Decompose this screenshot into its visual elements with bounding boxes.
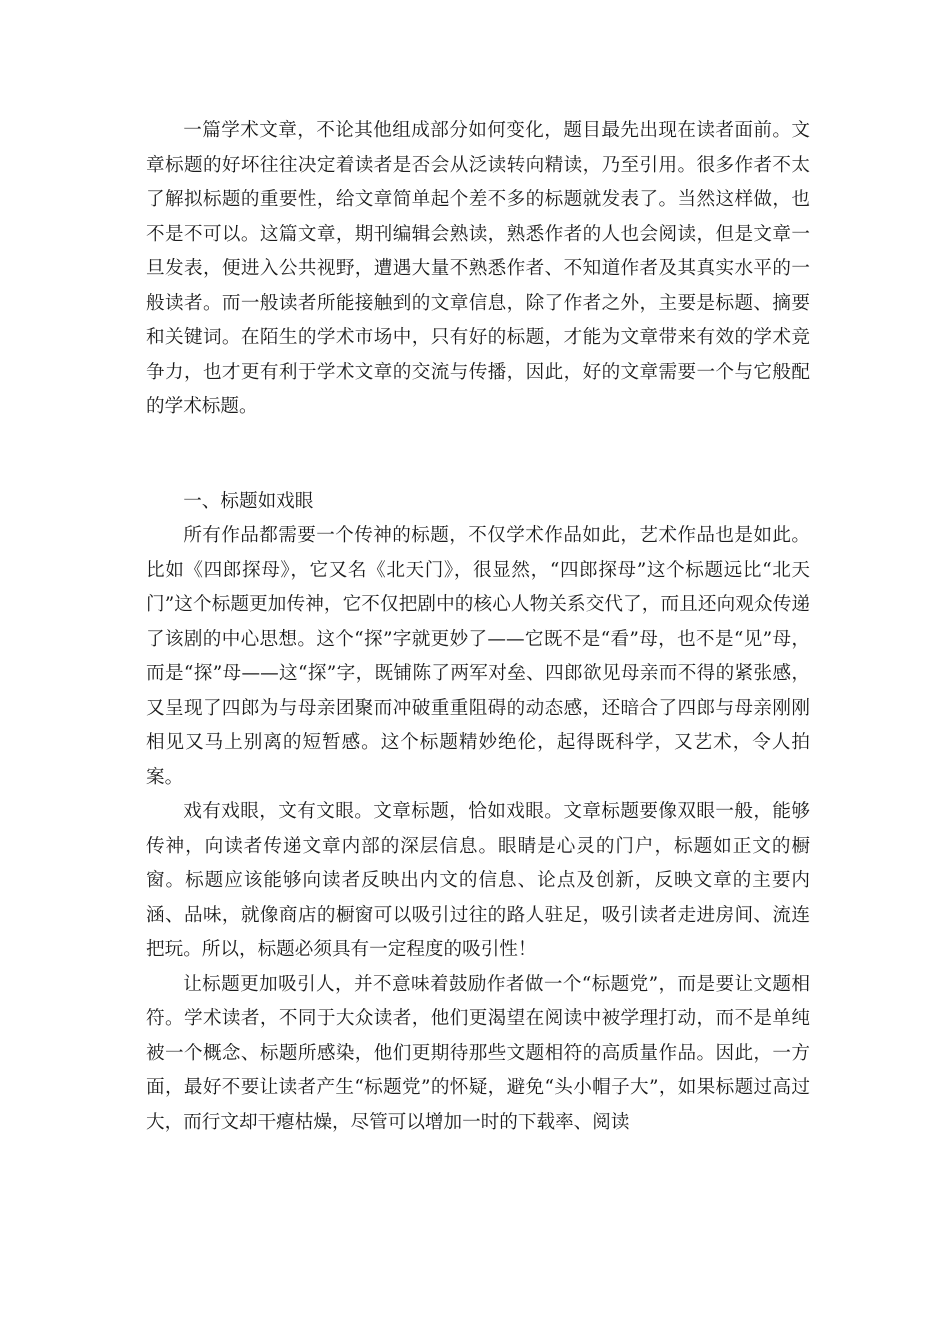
intro-paragraph: 一篇学术文章，不论其他组成部分如何变化，题目最先出现在读者面前。文章标题的好坏往往决定着读者是否会从泛读转向精读，乃至引用。很多作者不太了解拟标题的重要性，给文章简单起个差不多的标题就发表了。当然这样做，也不是不可以。这篇文章，期刊编辑会熟读，熟悉作者的人也会阅读，但是文章一旦发表，便进入公共视野，遭遇大量不熟悉作者、不知道作者及其真实水平的一般读者。而一般读者所能接触到的文章信息，除了作者之外，主要是标题、摘要和关键词。在陌生的学术市场中，只有好的标题，才能为文章带来有效的学术竞争力，也才更有利于学术文章的交流与传播，因此，好的文章需要一个与它般配的学术标题。 <box>146 120 810 417</box>
body-paragraph: 戏有戏眼，文有文眼。文章标题，恰如戏眼。文章标题要像双眼一般，能够传神，向读者传递文章内部的深层信息。眼睛是心灵的门户，标题如正文的橱窗。标题应该能够向读者反映出内文的信息、论点及创新，反映文章的主要内涵、品味，就像商店的橱窗可以吸引过往的路人驻足，吸引读者走进房间、流连把玩。所以，标题必须具有一定程度的吸引性！ <box>146 801 810 960</box>
document-page <box>146 114 810 1140</box>
section-gap <box>146 425 810 485</box>
section-heading: 一、标题如戏眼 <box>183 490 314 512</box>
body-paragraph: 所有作品都需要一个传神的标题，不仅学术作品如此，艺术作品也是如此。比如《四郎探母》，它又名《北天门》，很显然，“四郎探母”这个标题远比“北天门”这个标题更加传神，它不仅把剧中的核心人物关系交代了，而且还向观众传递了该剧的中心思想。这个“探”字就更妙了——它既不是“看”母，也不是“见”母，而是“探”母——这“探”字，既铺陈了两军对垒、四郎欲见母亲而不得的紧张感，又呈现了四郎为与母亲团聚而冲破重重阻碍的动态感，还暗合了四郎与母亲刚刚相见又马上别离的短暂感。这个标题精妙绝伦，起得既科学，又艺术，令人拍案。 <box>146 525 810 788</box>
body-paragraph: 让标题更加吸引人，并不意味着鼓励作者做一个“标题党”，而是要让文题相符。学术读者，不同于大众读者，他们更渴望在阅读中被学理打动，而不是单纯被一个概念、标题所感染，他们更期待那些文题相符的高质量作品。因此，一方面，最好不要让读者产生“标题党”的怀疑，避免“头小帽子大”，如果标题过高过大，而行文却干瘪枯燥，尽管可以增加一时的下载率、阅读 <box>146 973 810 1133</box>
